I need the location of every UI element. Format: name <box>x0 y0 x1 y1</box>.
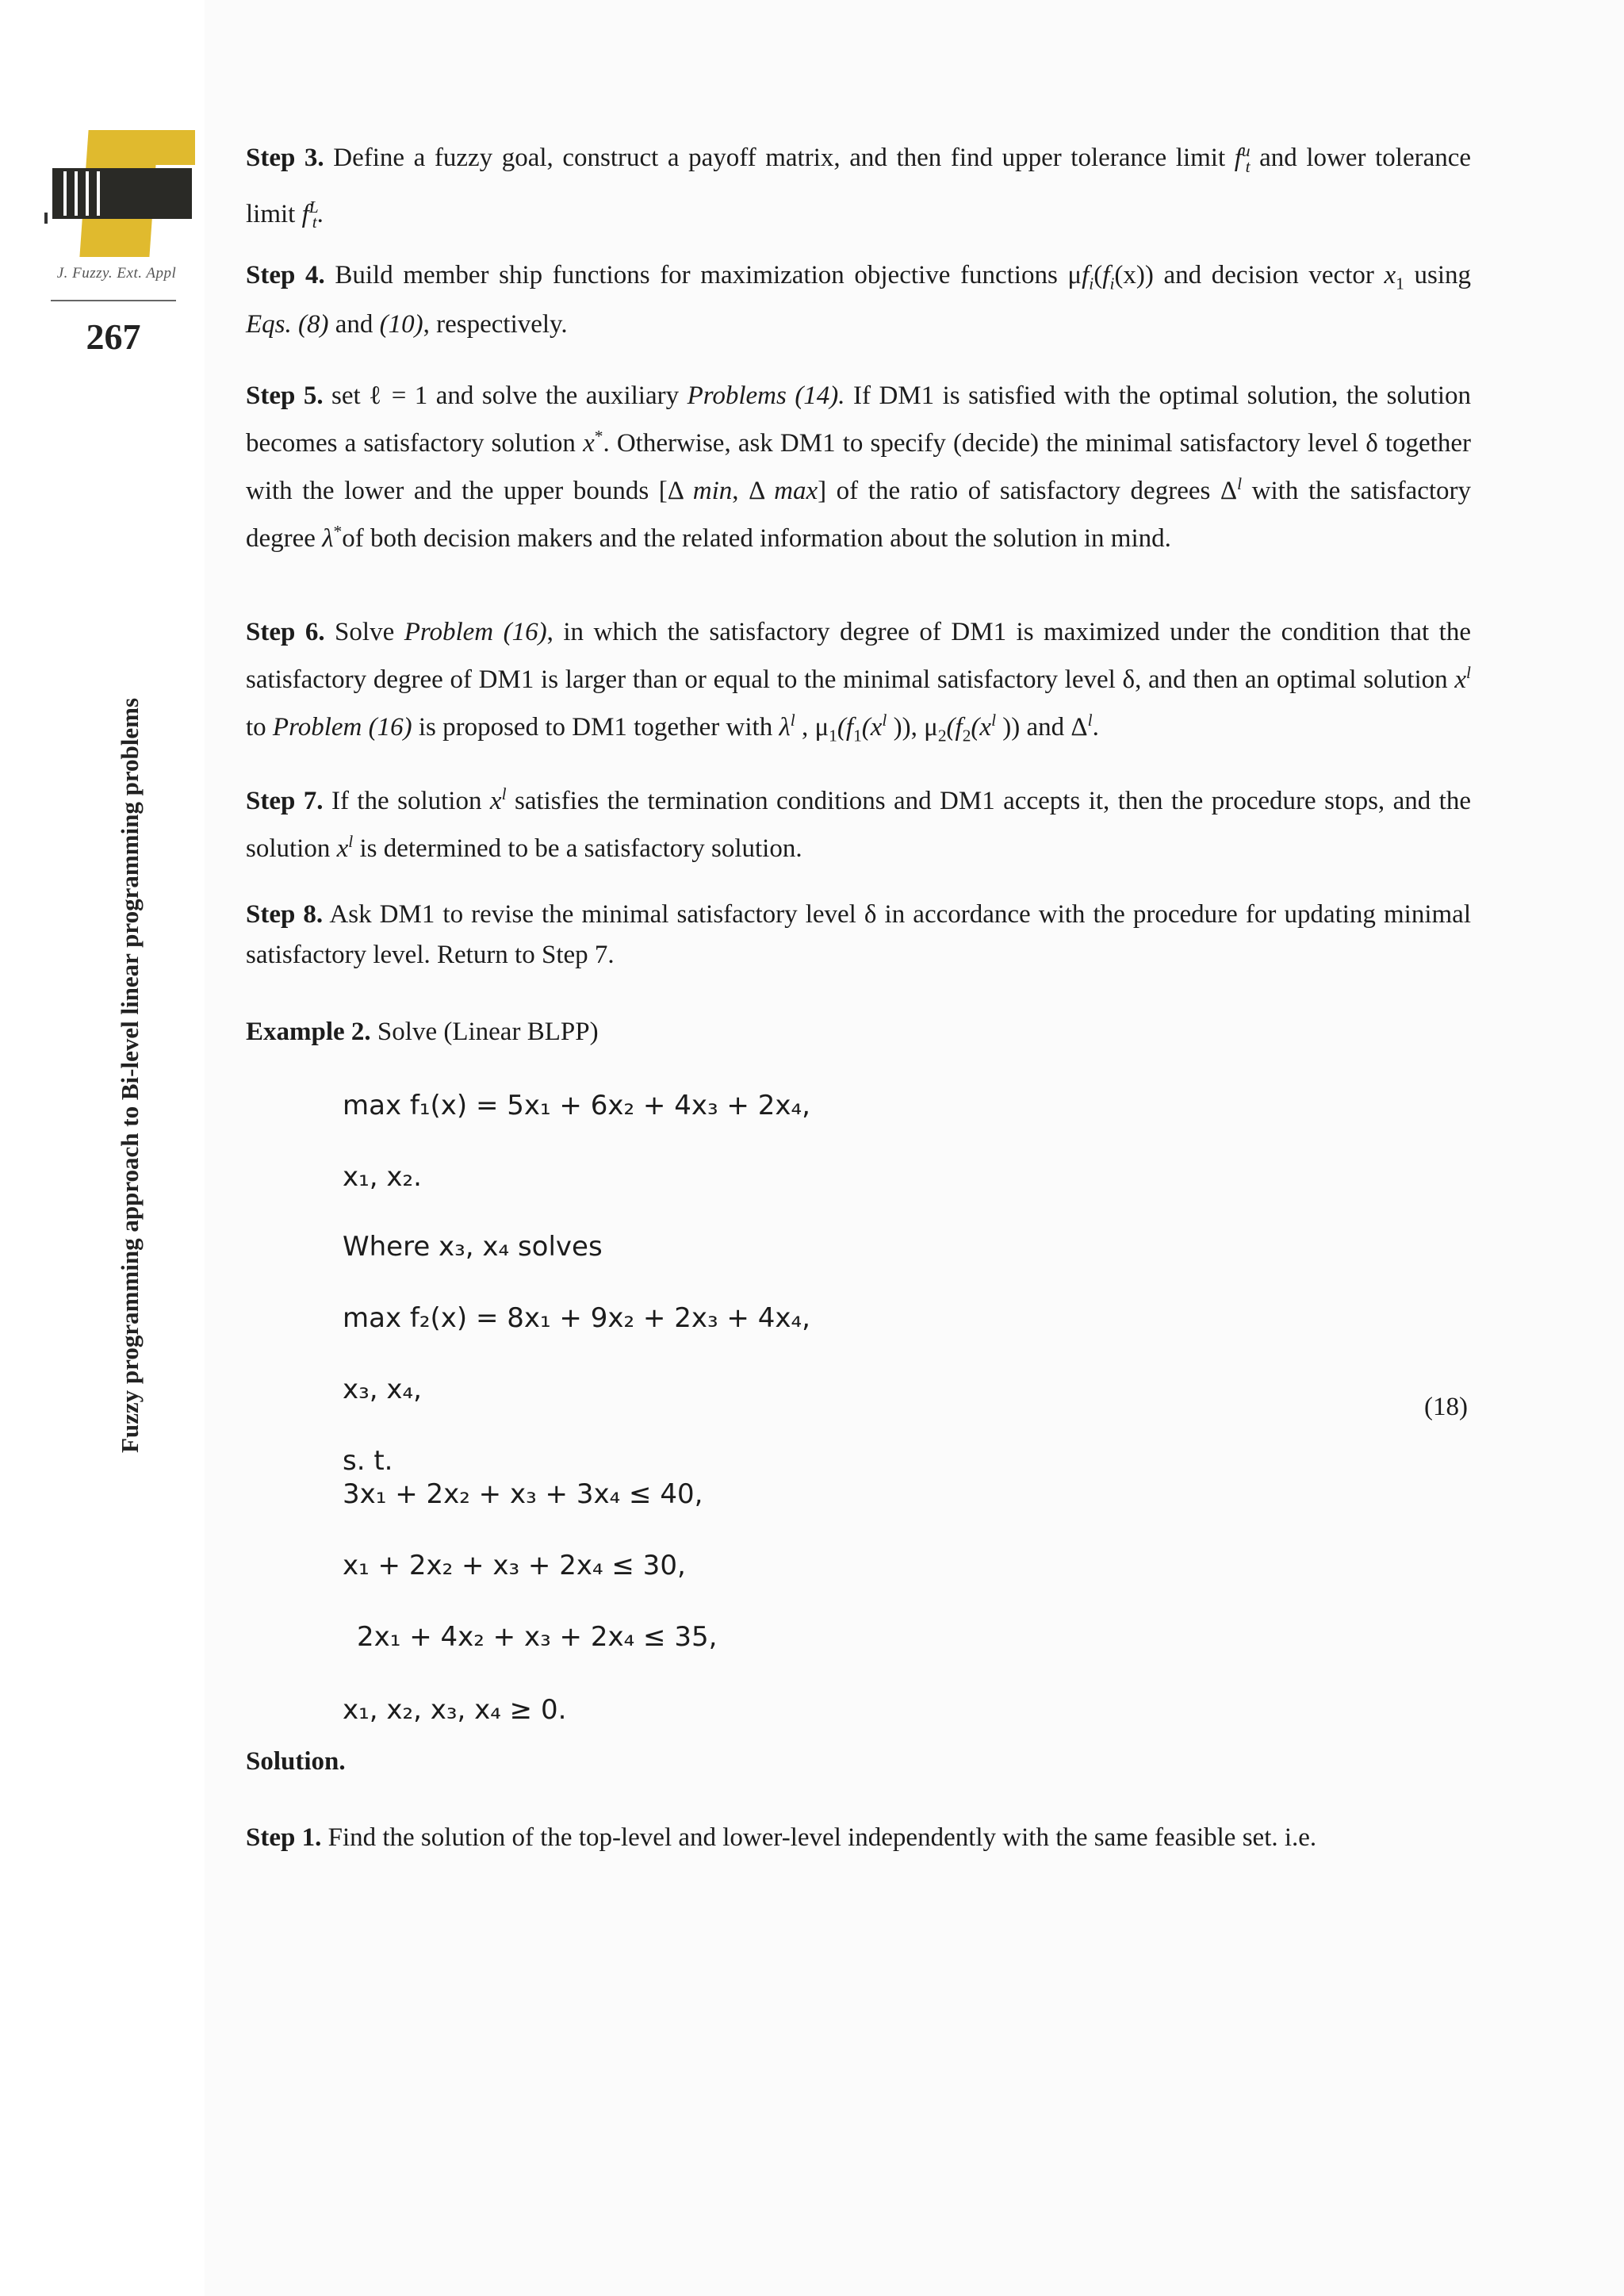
step-5-paragraph: Step 5. set ℓ = 1 and solve the auxiliary Problems (14). If DM1 is satisfied with the optimal solution, the solution becomes a satisfactory solution x*. Otherwise, ask DM1 to specify (decide) the minimal satisfactory level δ together with the lower and the upper bounds [Δ min, Δ max] of the ratio of satisfactory degrees $\Delta^l$ with the satisfactory degree λ*of both decision makers and the related information about the solution in mind. <box>246 381 1472 553</box>
divider <box>51 300 176 301</box>
equation-line-8: x₁ + 2x₂ + x₃ + 2x₄ ≤ 30, <box>343 1550 686 1581</box>
equation-line-7: 3x₁ + 2x₂ + x₃ + 3x₄ ≤ 40, <box>343 1478 703 1510</box>
equation-line-2: x₁, x₂. <box>343 1161 422 1193</box>
solution-step-1: Step 1. Find the solution of the top-level and lower-level independently with the same feasible set. i.e. <box>246 1823 1317 1852</box>
equation-line-10: x₁, x₂, x₃, x₄ ≥ 0. <box>343 1694 567 1726</box>
solution-heading: Solution. <box>246 1747 346 1776</box>
step-3-paragraph: Step 3. Define a fuzzy goal, construct a payoff matrix, and then find upper tolerance limit $f^u_t$ and lower tolerance limit $f^L_t$. <box>246 141 1472 232</box>
equation-line-1: max f₁(x) = 5x₁ + 6x₂ + 4x₃ + 2x₄, <box>343 1090 810 1121</box>
equation-line-3: Where x₃, x₄ solves <box>343 1231 603 1263</box>
equation-line-9: 2x₁ + 4x₂ + x₃ + 2x₄ ≤ 35, <box>357 1621 718 1653</box>
step-8-paragraph: Step 8. Ask DM1 to revise the minimal satisfactory level δ in accordance with the procedure for updating minimal satisfactory level. Return to Step 7. <box>246 900 1471 969</box>
step-4-paragraph: Step 4. Build member ship functions for maximization objective functions $\mu f_i(f_i(x))$ and decision vector $x_1$ using Eqs. (8) and (10), respectively. <box>246 261 1472 339</box>
journal-logo <box>44 127 195 262</box>
running-title: Fuzzy programming approach to Bi-level linear programming problems <box>116 697 144 1454</box>
step-7-paragraph: Step 7. If the solution $x^l$ satisfies the termination conditions and DM1 accepts it, then the procedure stops, and the solution $x^l$ is determined to be a satisfactory solution. <box>246 784 1471 863</box>
running-title-container <box>95 676 144 1504</box>
equation-line-4: max f₂(x) = 8x₁ + 9x₂ + 2x₃ + 4x₄, <box>343 1302 810 1334</box>
page-number: 267 <box>86 316 141 357</box>
equation-line-5: x₃, x₄, <box>343 1374 422 1405</box>
equation-line-6: s. t. <box>343 1445 393 1477</box>
equation-number: (18) <box>1424 1393 1468 1421</box>
journal-abbreviation: J. Fuzzy. Ext. Appl <box>56 265 177 282</box>
example-2-heading: Example 2. Solve (Linear BLPP) <box>246 1018 599 1046</box>
step-6-paragraph: Step 6. Solve Problem (16), in which the satisfactory degree of DM1 is maximized under the condition that the satisfactory degree of DM1 is larger than or equal to the minimal satisfactory level δ, and then an optimal solution $x^l$ to Problem (16) is proposed to DM1 together with $\lambda^l$ , $\mu_1(f_1(x^l$ )), $\mu_2(f_2(x^l$ )) and $\Delta^l$. <box>246 618 1471 746</box>
